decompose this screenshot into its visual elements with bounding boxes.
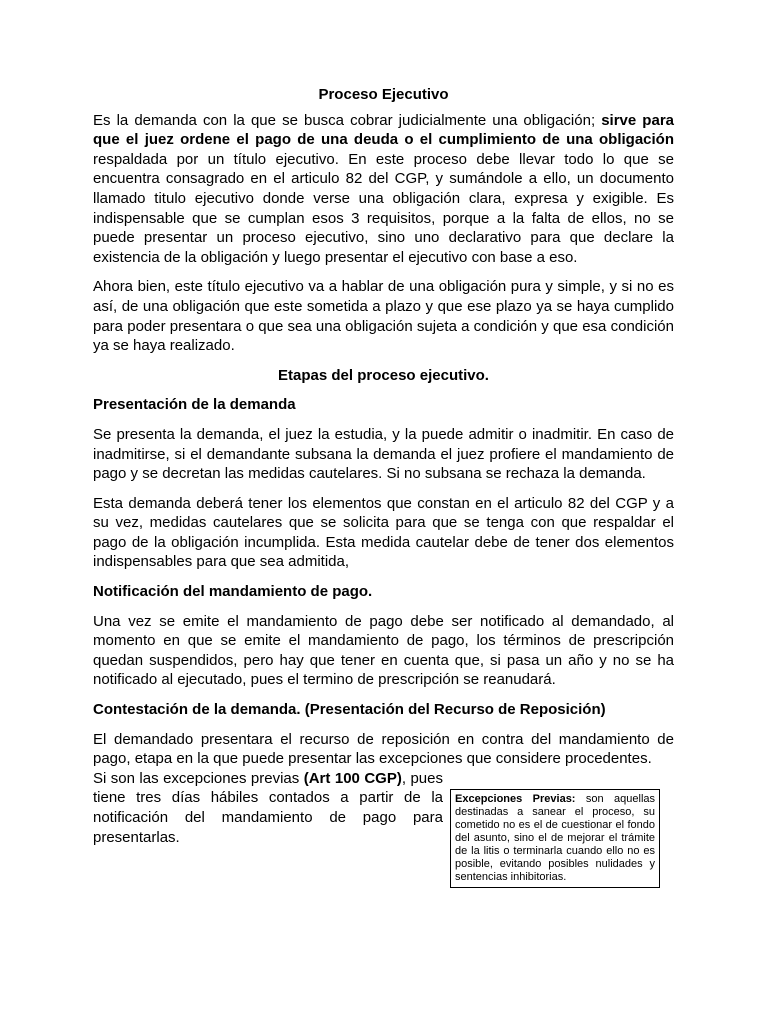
excepciones-text-start: Si son las excepciones previas: [93, 769, 304, 787]
paragraph-presentacion-1: Se presenta la demanda, el juez la estudia, y la puede admitir o inadmitir. En caso de inadmitirse, si el demandante subsana la demanda el juez profiere el mandamiento de pago y se decretan las medidas cautelares. Si no subsana se rechaza la demanda.: [93, 425, 674, 483]
paragraph-presentacion-2: Esta demanda deberá tener los elementos que constan en el articulo 82 del CGP y a su vez, medidas cautelares que se solicita para que se tenga con que respaldar el pago de la obligación incumplida. Esta medida cautelar debe de tener dos elementos indispensables para que sea admitida,: [93, 494, 674, 571]
section-heading-contestacion: Contestación de la demanda. (Presentación del Recurso de Reposición): [93, 701, 606, 719]
section-heading-presentacion: Presentación de la demanda: [93, 396, 296, 414]
intro-text-end: respaldada por un título ejecutivo. En este proceso debe llevar todo lo que se encuentra consagrado en el articulo 82 del CGP, y sumándole a ello, un documento llamado titulo ejecutivo donde verse una obligación clara, expresa y exigible. Es indispensable que se cumplan esos 3 requisitos, porque a la falta de ellos, no se puede presentar un proceso ejecutivo, sino uno declarativo para que declare la existencia de la obligación y luego presentar el ejecutivo con base a eso.: [93, 150, 674, 266]
paragraph-notificacion: Una vez se emite el mandamiento de pago debe ser notificado al demandado, al momento en que se emite el mandamiento de pago, los términos de prescripción quedan suspendidos, pero hay que tener en cuenta que, si pasa un año y no se ha notificado al ejecutado, pues el termino de prescripción se reanudará.: [93, 612, 674, 689]
intro-paragraph: [93, 111, 674, 268]
stages-heading: Etapas del proceso ejecutivo.: [278, 366, 489, 384]
note-box-excepciones-previas: [450, 789, 660, 888]
excepciones-block: [93, 769, 674, 883]
paragraph-titulo-ejecutivo: Ahora bien, este título ejecutivo va a hablar de una obligación pura y simple, y si no es así, de una obligación que este sometida a plazo y que ese plazo ya se haya cumplido para poder presentara o que sea una obligación sujeta a condición y que esa condición ya se haya realizado.: [93, 278, 674, 355]
excepciones-article-ref: (Art 100 CGP): [303, 769, 402, 787]
intro-bold-text: sirve para que el juez ordene el pago de una deuda o el cumplimiento de una obligación: [93, 111, 674, 149]
paragraph-contestacion: El demandado presentara el recurso de reposición en contra del mandamiento de pago, etapa en la que puede presentar las excepciones que considere procedentes.: [93, 730, 674, 768]
section-heading-notificacion: Notificación del mandamiento de pago.: [93, 583, 373, 601]
intro-text-start: Es la demanda con la que se busca cobrar judicialmente una obligación;: [93, 111, 602, 129]
page-title: Proceso Ejecutivo: [318, 86, 449, 103]
document-body: [93, 85, 674, 883]
excepciones-text-end: , pues tiene tres días hábiles contados a partir de la notificación del mandamiento de pago para presentarlas.: [93, 769, 443, 846]
paragraph-excepciones: [93, 769, 443, 847]
note-text: son aquellas destinadas a sanear el proceso, su cometido no es el de cuestionar el fondo del asunto, sino el de mejorar el trámite de la litis o terminarla cuando ello no es posible, evitando posibles nulidades y sentencias inhibitorias.: [455, 792, 656, 883]
note-label: Excepciones Previas:: [455, 792, 576, 805]
